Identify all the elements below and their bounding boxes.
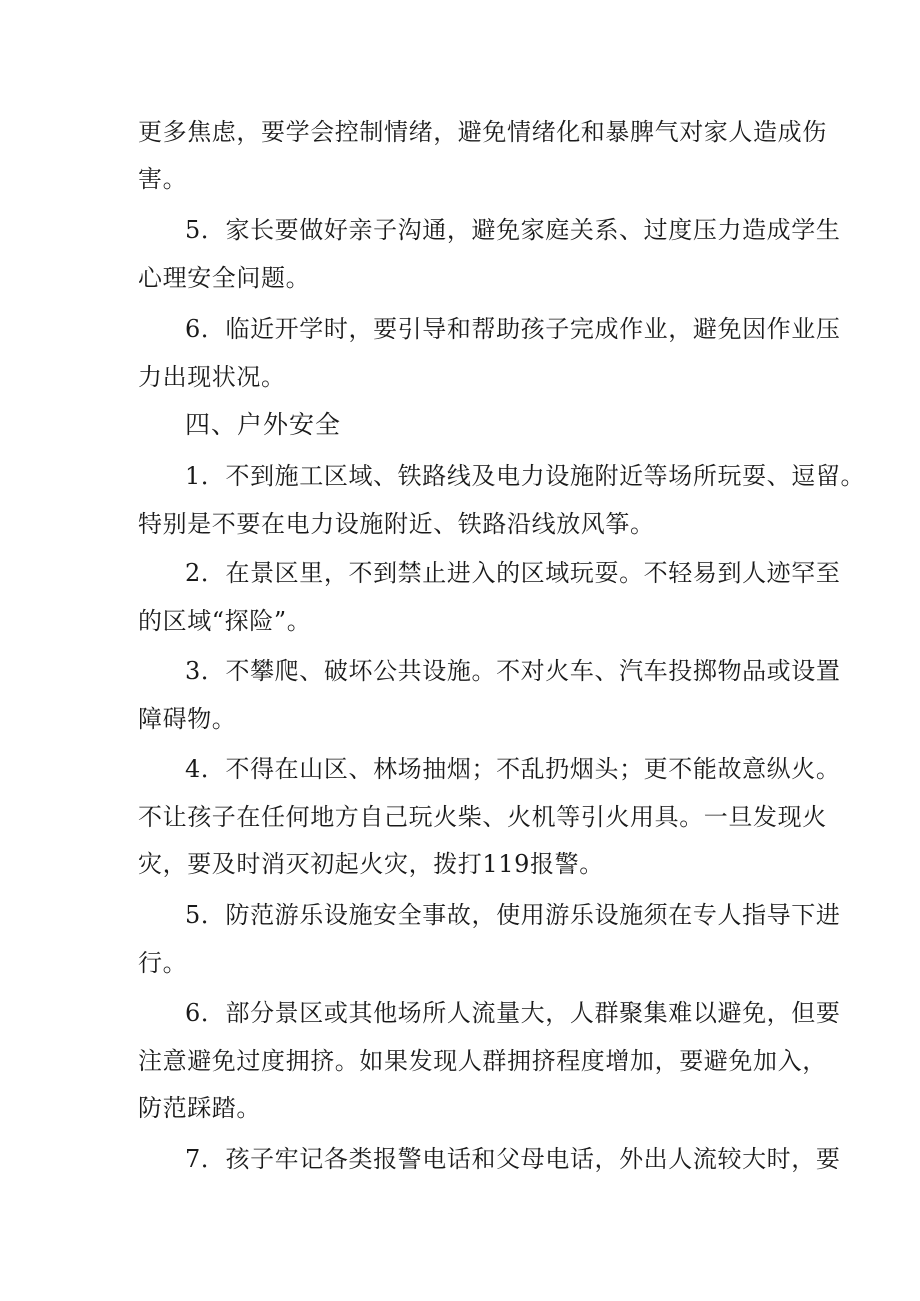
list-item-line: 4．不得在山区、林场抽烟；不乱扔烟头；更不能故意纵火。: [185, 755, 841, 783]
paragraph-line: 注意避免过度拥挤。如果发现人群拥挤程度增加，要避免加入，: [138, 1047, 827, 1075]
paragraph-line: 特别是不要在电力设施附近、铁路沿线放风筝。: [138, 510, 655, 538]
paragraph-line: 的区域“探险”。: [138, 607, 312, 635]
section-heading: 四、户外安全: [185, 410, 342, 439]
paragraph-line: 灾，要及时消灭初起火灾，拨打119报警。: [138, 850, 604, 878]
list-item-line: 7．孩子牢记各类报警电话和父母电话，外出人流较大时，要: [185, 1145, 841, 1173]
list-item-line: 5．家长要做好亲子沟通，避免家庭关系、过度压力造成学生: [185, 216, 841, 244]
paragraph-line: 心理安全问题。: [138, 264, 311, 292]
list-item-line: 3．不攀爬、破坏公共设施。不对火车、汽车投掷物品或设置: [185, 657, 841, 685]
paragraph-line: 障碍物。: [138, 705, 237, 733]
paragraph-line: 害。: [138, 165, 188, 193]
list-item-line: 6．临近开学时，要引导和帮助孩子完成作业，避免因作业压: [185, 315, 841, 343]
paragraph-line: 更多焦虑，要学会控制情绪，避免情绪化和暴脾气对家人造成伤: [138, 118, 827, 146]
paragraph-line: 防范踩踏。: [138, 1094, 261, 1122]
list-item-line: 5．防范游乐设施安全事故，使用游乐设施须在专人指导下进: [185, 901, 841, 929]
paragraph-line: 行。: [138, 949, 188, 977]
paragraph-line: 不让孩子在任何地方自己玩火柴、火机等引火用具。一旦发现火: [138, 803, 827, 831]
list-item-line: 2．在景区里，不到禁止进入的区域玩耍。不轻易到人迹罕至: [185, 559, 841, 587]
list-item-line: 6．部分景区或其他场所人流量大，人群聚集难以避免，但要: [185, 999, 841, 1027]
paragraph-line: 力出现状况。: [138, 363, 286, 391]
list-item-line: 1．不到施工区域、铁路线及电力设施附近等场所玩耍、逗留。: [185, 462, 866, 490]
